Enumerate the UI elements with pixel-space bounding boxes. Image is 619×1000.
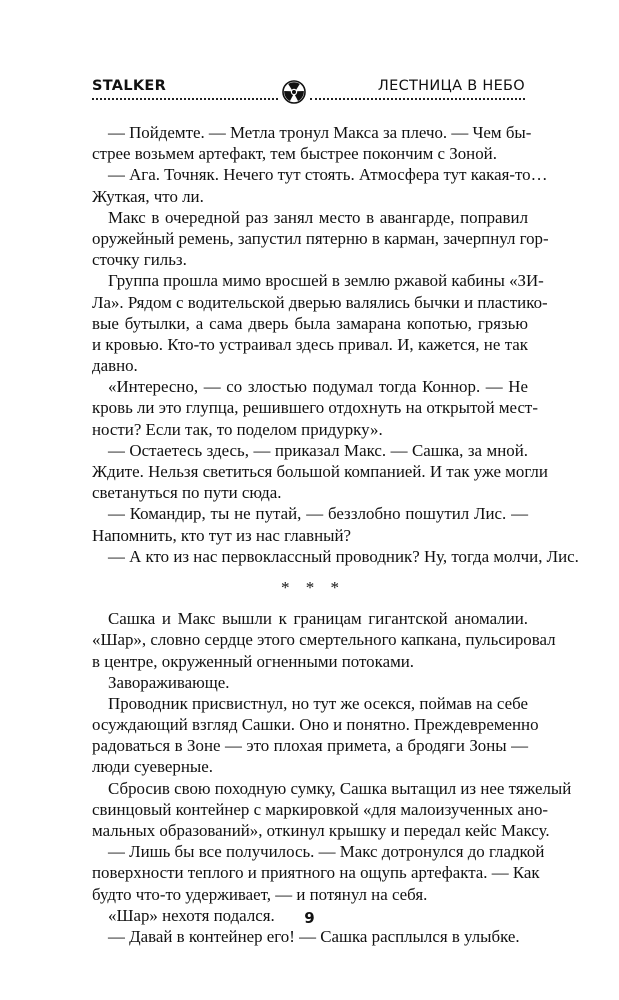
text-line: Проводник присвистнул, но тут же осекся, поймав на себе bbox=[108, 693, 528, 713]
paragraph bbox=[92, 778, 572, 842]
text-line: стрее возьмем артефакт, тем быстрее покончим с Зоной. bbox=[92, 144, 497, 164]
paragraph bbox=[92, 546, 579, 567]
text-line: Ждите. Нельзя светиться большой компанией. И так уже могли bbox=[92, 462, 548, 481]
text-line: вые бутылки, а сама дверь была замарана копотью, грязью bbox=[92, 313, 528, 333]
paragraph bbox=[92, 376, 538, 440]
paragraph bbox=[92, 440, 548, 504]
text-line: — Остаетесь здесь, — приказал Макс. — Сашка, за мной. bbox=[108, 440, 528, 460]
text-line: — Командир, ты не путай, — беззлобно пошутил Лис. — bbox=[108, 504, 528, 524]
text-line: «Шар», словно сердце этого смертельного капкана, пульсировал bbox=[92, 630, 556, 650]
text-line: радоваться в Зоне — это плохая примета, а бродяги Зоны — bbox=[92, 736, 528, 756]
text-line: Жуткая, что ли. bbox=[92, 186, 204, 206]
paragraph bbox=[92, 926, 528, 947]
text-line: люди суеверные. bbox=[92, 757, 213, 777]
text-line: «Интересно, — со злостью подумал тогда Коннор. — Не bbox=[108, 377, 528, 397]
text-line: в центре, окруженный огненными потоками. bbox=[92, 651, 415, 671]
book-title: ЛЕСТНИЦА В НЕБО bbox=[377, 78, 525, 94]
series-title: STALKER bbox=[92, 78, 167, 94]
text-line: и кровью. Кто-то устраивал здесь привал. И, кажется, не так bbox=[92, 334, 528, 354]
text-line: Сашка и Макс вышли к границам гигантской аномалии. bbox=[108, 609, 528, 629]
text-line: «Шар» нехотя подался. bbox=[108, 905, 275, 925]
text-line: светануться по пути сюда. bbox=[92, 483, 282, 503]
scene-break: * * * bbox=[281, 577, 345, 597]
text-line: Завораживающе. bbox=[108, 672, 230, 692]
paragraph bbox=[92, 841, 545, 905]
paragraph bbox=[92, 164, 548, 206]
text-line: сточку гильз. bbox=[92, 250, 187, 270]
text-after-break bbox=[92, 608, 572, 947]
text-line: свинцовый контейнер с маркировкой «для малоизученных ано- bbox=[92, 799, 549, 819]
running-head bbox=[92, 76, 525, 108]
text-line: — Лишь бы все получилось. — Макс дотронулся до гладкой bbox=[108, 842, 545, 862]
text-line: Сбросив свою походную сумку, Сашка вытащил из нее тяжелый bbox=[108, 778, 572, 798]
text-before-break bbox=[92, 122, 579, 567]
text-line: Группа прошла мимо вросшей в землю ржавой кабины «ЗИ- bbox=[108, 271, 544, 291]
radiation-icon bbox=[282, 80, 306, 104]
text-line: Ла». Рядом с водительской дверью валялись бычки и пластико- bbox=[92, 292, 548, 312]
paragraph bbox=[92, 608, 556, 672]
paragraph bbox=[92, 693, 539, 778]
paragraph bbox=[92, 672, 528, 693]
text-line: — Давай в контейнер его! — Сашка расплылся в улыбке. bbox=[108, 926, 520, 946]
body-text bbox=[92, 122, 579, 947]
paragraph bbox=[92, 270, 548, 376]
text-line: Макс в очередной раз занял место в авангарде, поправил bbox=[108, 207, 528, 227]
paragraph bbox=[92, 207, 549, 271]
header-rule-right bbox=[310, 98, 525, 100]
text-line: оружейный ремень, запустил пятерню в карман, зачерпнул гор- bbox=[92, 228, 549, 248]
paragraph bbox=[92, 503, 528, 545]
text-line: — А кто из нас первоклассный проводник? Ну, тогда молчи, Лис. bbox=[108, 546, 579, 566]
text-line: осуждающий взгляд Сашки. Оно и понятно. Преждевременно bbox=[92, 715, 539, 735]
text-line: давно. bbox=[92, 356, 138, 376]
text-line: Напомнить, кто тут из нас главный? bbox=[92, 525, 352, 545]
text-line: ности? Если так, то поделом придурку». bbox=[92, 419, 383, 439]
paragraph bbox=[92, 122, 532, 164]
text-line: будто что-то удерживает, — и потянул на себя. bbox=[92, 884, 428, 904]
text-line: кровь ли это глупца, решившего отдохнуть на открытой мест- bbox=[92, 398, 538, 418]
text-line: — Пойдемте. — Метла тронул Макса за плечо. — Чем бы- bbox=[108, 123, 532, 142]
header-rule-left bbox=[92, 98, 278, 100]
text-line: — Ага. Точняк. Нечего тут стоять. Атмосфера тут какая-то… bbox=[108, 165, 548, 185]
page-number: 9 bbox=[304, 909, 315, 927]
text-line: поверхности теплого и приятного на ощупь артефакта. — Как bbox=[92, 863, 540, 883]
text-line: мальных образований», откинул крышку и передал кейс Максу. bbox=[92, 821, 550, 840]
